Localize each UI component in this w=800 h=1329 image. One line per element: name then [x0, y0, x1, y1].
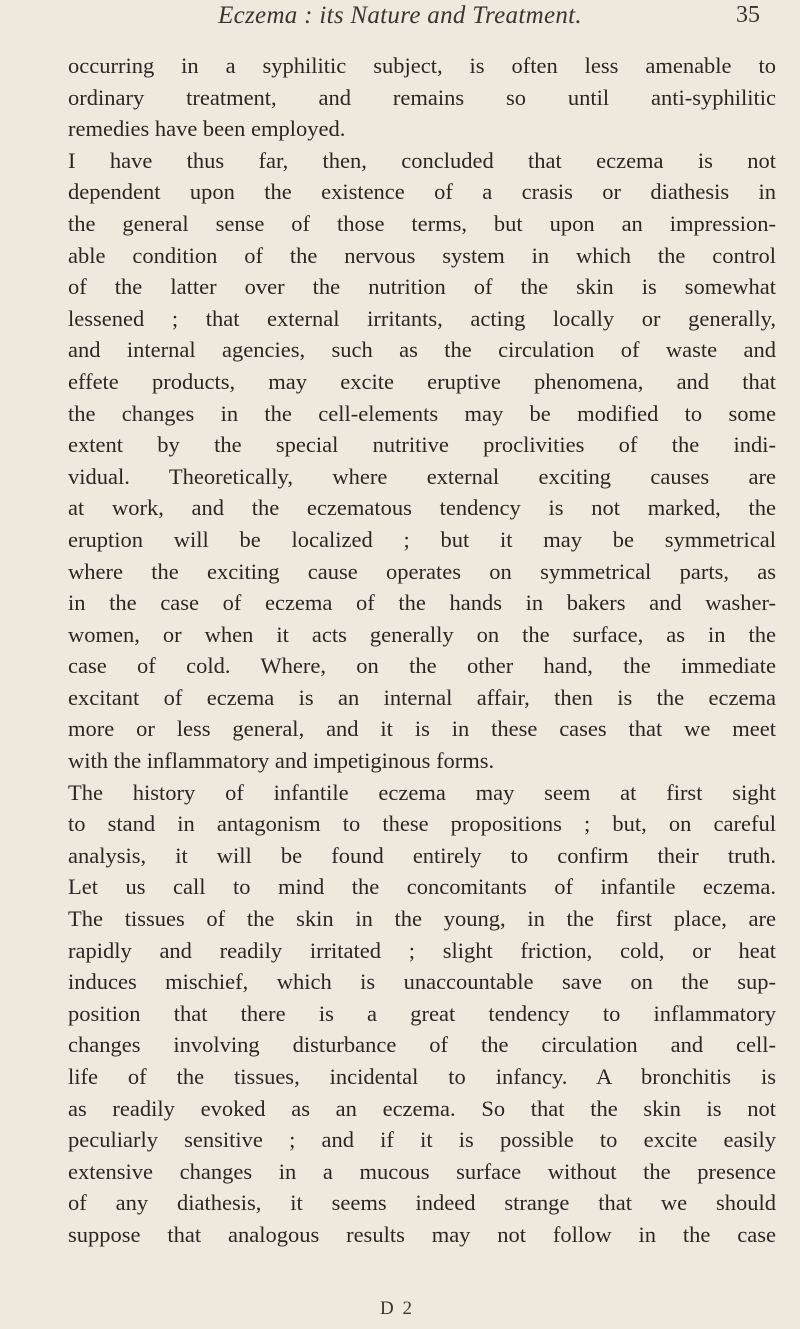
text-line: The tissues of the skin in the young, in the first place, are [68, 906, 776, 932]
text-line: lessened ; that external irritants, acting locally or generally, [68, 305, 776, 331]
text-line: induces mischief, which is unaccountable save on the sup- [68, 969, 776, 995]
text-line: extent by the special nutritive proclivities of the indi- [68, 432, 776, 458]
text-line: of the latter over the nutrition of the skin is somewhat [68, 274, 776, 300]
body-text [68, 50, 776, 1251]
text-line: vidual. Theoretically, where external exciting causes are [68, 463, 776, 489]
text-line: the general sense of those terms, but upon an impression- [68, 210, 776, 236]
text-line: and internal agencies, such as the circulation of waste and [68, 337, 776, 363]
text-line: ordinary treatment, and remains so until anti-syphilitic [68, 84, 776, 110]
text-line: with the inflammatory and impetiginous forms. [68, 748, 495, 774]
text-line: where the exciting cause operates on symmetrical parts, as [68, 558, 776, 584]
signature-mark: D 2 [380, 1298, 414, 1319]
text-line: effete products, may excite eruptive phenomena, and that [68, 368, 776, 394]
text-line: women, or when it acts generally on the surface, as in the [68, 621, 776, 647]
text-line: suppose that analogous results may not follow in the case [68, 1221, 776, 1247]
text-line: of any diathesis, it seems indeed strange that we should [68, 1190, 776, 1216]
text-line: extensive changes in a mucous surface without the presence [68, 1158, 776, 1184]
text-line: analysis, it will be found entirely to confirm their truth. [68, 842, 776, 868]
text-line: more or less general, and it is in these cases that we meet [68, 716, 776, 742]
text-line: peculiarly sensitive ; and if it is possible to excite easily [68, 1127, 776, 1153]
text-line: at work, and the eczematous tendency is not marked, the [68, 495, 776, 521]
text-line: as readily evoked as an eczema. So that the skin is not [68, 1095, 776, 1121]
text-line: Let us call to mind the concomitants of infantile eczema. [68, 874, 776, 900]
text-line: the changes in the cell-elements may be modified to some [68, 400, 776, 426]
text-line: able condition of the nervous system in which the control [68, 242, 776, 268]
text-line: dependent upon the existence of a crasis or diathesis in [68, 179, 776, 205]
text-line: The history of infantile eczema may seem at first sight [68, 779, 776, 805]
text-line: in the case of eczema of the hands in bakers and washer- [68, 590, 776, 616]
text-line: rapidly and readily irritated ; slight friction, cold, or heat [68, 937, 776, 963]
text-line: life of the tissues, incidental to infancy. A bronchitis is [68, 1064, 776, 1089]
text-line: changes involving disturbance of the circulation and cell- [68, 1032, 776, 1058]
text-line: eruption will be localized ; but it may be symmetrical [68, 526, 776, 552]
text-line: case of cold. Where, on the other hand, the immediate [68, 653, 776, 679]
text-line: position that there is a great tendency to inflammatory [68, 1000, 776, 1026]
text-line: I have thus far, then, concluded that eczema is not [68, 147, 776, 173]
text-line: excitant of eczema is an internal affair, then is the eczema [68, 684, 776, 710]
running-head [0, 0, 800, 40]
running-title: Eczema : its Nature and Treatment. [218, 2, 582, 29]
text-line: remedies have been employed. [68, 116, 346, 142]
text-line: to stand in antagonism to these propositions ; but, on careful [68, 811, 776, 837]
page-number: 35 [736, 2, 760, 28]
text-line: occurring in a syphilitic subject, is often less amenable to [68, 53, 776, 78]
